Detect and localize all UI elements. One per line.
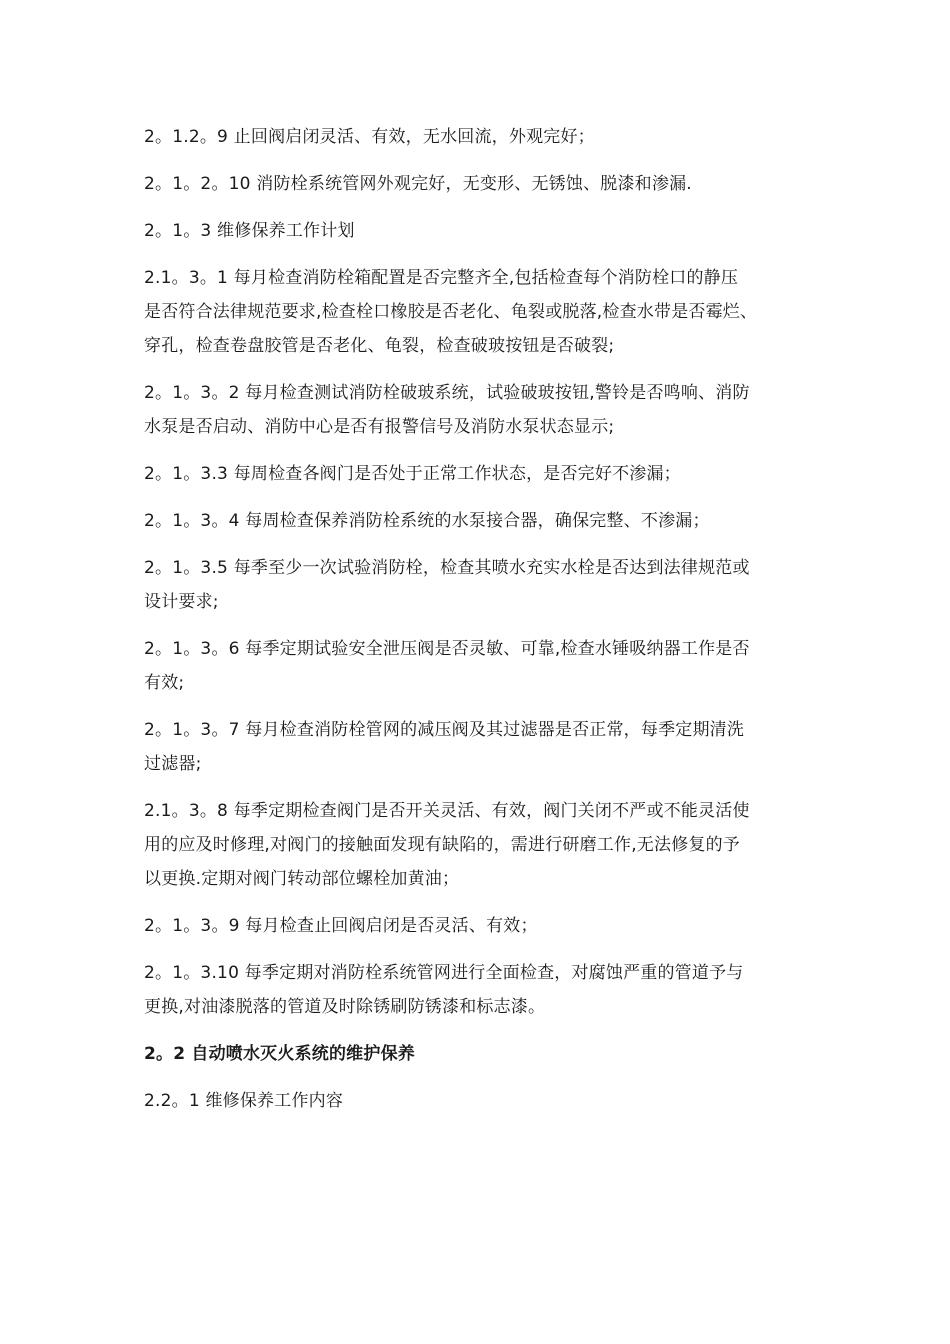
paragraph-2-1-3-1: 2.1。3。1 每月检查消防栓箱配置是否完整齐全,包括检查每个消防栓口的静压 是否符合法律规范要求,检查栓口橡胶是否老化、龟裂或脱落,检查水带是否霉烂、 穿孔，检查卷盘胶管是否老化、龟裂，检查破玻按钮是否破裂; [144, 268, 758, 356]
paragraph-2-1-3-3: 2。1。3.3 每周检查各阀门是否处于正常工作状态，是否完好不渗漏； [144, 464, 681, 484]
paragraph-2-1-3-8: 2.1。3。8 每季定期检查阀门是否开关灵活、有效，阀门关闭不严或不能灵活使 用的应及时修理,对阀门的接触面发现有缺陷的，需进行研磨工作,无法修复的予 以更换.定期对阀门转动部位螺栓加黄油； [144, 801, 750, 889]
paragraph-2-1-3-9: 2。1。3。9 每月检查止回阀启闭是否灵活、有效； [144, 916, 538, 936]
paragraph-2-1-3-7: 2。1。3。7 每月检查消防栓管网的减压阀及其过滤器是否正常，每季定期清洗 过滤器; [144, 720, 745, 774]
paragraph-2-1-2-9: 2。1.2。9 止回阀启闭灵活、有效，无水回流，外观完好； [144, 127, 595, 147]
section-heading-2-1-3: 2。1。3 维修保养工作计划 [144, 221, 355, 241]
paragraph-2-1-3-6: 2。1。3。6 每季定期试验安全泄压阀是否灵敏、可靠,检查水锤吸纳器工作是否 有效; [144, 639, 750, 693]
paragraph-2-1-3-4: 2。1。3。4 每周检查保养消防栓系统的水泵接合器，确保完整、不渗漏； [144, 511, 710, 531]
paragraph-2-1-3-2: 2。1。3。2 每月检查测试消防栓破玻系统，试验破玻按钮,警铃是否鸣响、消防 水泵是否启动、消防中心是否有报警信号及消防水泵状态显示; [144, 383, 750, 437]
paragraph-2-1-2-10: 2。1。2。10 消防栓系统管网外观完好，无变形、无锈蚀、脱漆和渗漏. [144, 174, 692, 194]
paragraph-2-1-3-10: 2。1。3.10 每季定期对消防栓系统管网进行全面检查，对腐蚀严重的管道予与 更换,对油漆脱落的管道及时除锈刷防锈漆和标志漆。 [144, 963, 744, 1017]
document-body [144, 120, 814, 1118]
section-heading-2-2: 2。2 自动喷水灭火系统的维护保养 [144, 1044, 415, 1064]
section-heading-2-2-1: 2.2。1 维修保养工作内容 [144, 1091, 344, 1111]
paragraph-2-1-3-5: 2。1。3.5 每季至少一次试验消防栓，检查其喷水充实水栓是否达到法律规范或 设计要求; [144, 558, 750, 612]
